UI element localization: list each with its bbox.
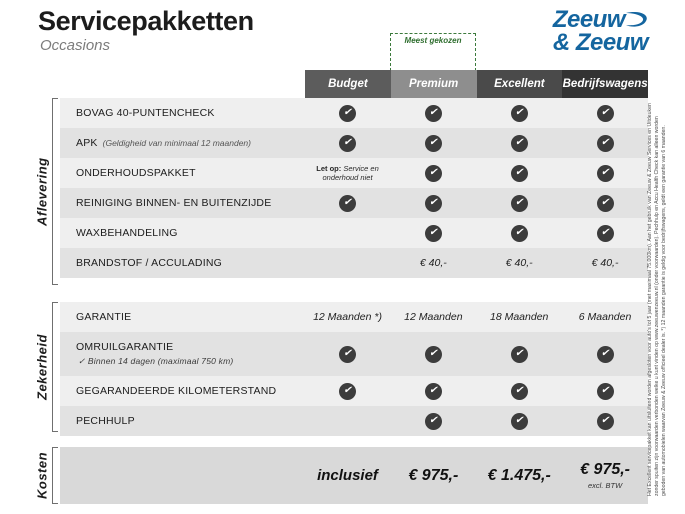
cell-budget: [305, 98, 391, 128]
section-label-aflevering: Aflevering: [34, 157, 50, 226]
section-label-zekerheid: Zekerheid: [34, 334, 50, 400]
section-bracket-zekerheid: [52, 302, 58, 432]
cell-excellent: [476, 376, 562, 406]
column-header-excellent: Excellent: [477, 70, 563, 98]
check-icon: ✔: [339, 195, 356, 212]
logo-line-2: & Zeeuw: [552, 29, 648, 56]
cell-excellent: [476, 158, 562, 188]
table-row: [60, 158, 648, 188]
section-bracket-kosten: [52, 447, 58, 504]
table-row: [60, 376, 648, 406]
cell-excellent: [476, 98, 562, 128]
cell-excellent: € 40,-: [505, 257, 533, 269]
swoosh-icon: [624, 10, 650, 32]
cell-premium: [390, 332, 476, 376]
table-row: [60, 218, 648, 248]
row-label: PECHHULP: [76, 415, 135, 427]
cell-budget: [305, 406, 391, 436]
cell-bedrijfswagens: [562, 218, 648, 248]
cell-excellent: [476, 218, 562, 248]
cell-excellent: [476, 188, 562, 218]
check-icon: ✔: [339, 105, 356, 122]
column-header-premium: Premium: [391, 70, 477, 98]
row-label: ONDERHOUDSPAKKET: [76, 167, 196, 179]
check-icon: ✔: [425, 225, 442, 242]
check-icon: ✔: [597, 413, 614, 430]
cell-excellent: [476, 406, 562, 436]
cell-budget: [305, 188, 391, 218]
note-bold: Let op:: [316, 164, 342, 173]
cell-premium: [390, 376, 476, 406]
cell-bedrijfswagens: 6 Maanden: [578, 311, 632, 323]
cell-budget: [305, 218, 391, 248]
cost-budget: [305, 447, 391, 504]
check-icon: ✔: [597, 105, 614, 122]
page-title: Servicepakketten: [38, 6, 254, 36]
row-label: APK (Geldigheid van minimaal 12 maanden): [76, 137, 251, 149]
cell-premium: [390, 406, 476, 436]
cell-bedrijfswagens: [562, 128, 648, 158]
row-sublabel: ✓ Binnen 14 dagen (maximaal 750 km): [78, 356, 234, 366]
cell-premium: € 40,-: [419, 257, 447, 269]
cost-row: [60, 447, 648, 504]
check-icon: ✔: [425, 346, 442, 363]
check-icon: ✔: [511, 165, 528, 182]
column-header-bedrijfswagens: Bedrijfswagens: [562, 70, 648, 98]
cell-premium: [390, 128, 476, 158]
cell-bedrijfswagens: [562, 376, 648, 406]
cost-premium: [390, 447, 476, 504]
table-row: [60, 332, 648, 376]
cost-bedrijfswagens: [562, 447, 648, 504]
check-icon: ✔: [511, 225, 528, 242]
note-text: Service en onderhoud niet: [322, 164, 379, 182]
table-body: [60, 98, 648, 436]
table-row: [60, 302, 648, 332]
section-label-kosten: Kosten: [34, 451, 50, 500]
cost-bedrijfswagens-value: € 975,-: [580, 461, 630, 478]
check-icon: ✔: [511, 413, 528, 430]
table-row: [60, 406, 648, 436]
cell-premium: [390, 188, 476, 218]
check-icon: ✔: [511, 383, 528, 400]
cost-excellent-value: € 1.475,-: [487, 466, 551, 484]
column-headers: [305, 70, 648, 98]
cell-premium: [390, 218, 476, 248]
check-icon: ✔: [425, 165, 442, 182]
check-icon: ✔: [425, 195, 442, 212]
cell-bedrijfswagens: [562, 188, 648, 218]
row-label: REINIGING BINNEN- EN BUITENZIJDE: [76, 197, 272, 209]
brand-logo: [553, 8, 648, 54]
row-label: BRANDSTOF / ACCULADING: [76, 257, 222, 269]
cell-bedrijfswagens: € 40,-: [591, 257, 619, 269]
row-label: BOVAG 40-PUNTENCHECK: [76, 107, 215, 119]
check-icon: ✔: [425, 383, 442, 400]
cell-excellent: 18 Maanden: [490, 311, 549, 323]
check-icon: ✔: [511, 135, 528, 152]
row-label-note: (Geldigheid van minimaal 12 maanden): [102, 138, 251, 148]
check-icon: ✔: [511, 195, 528, 212]
cell-budget: [305, 376, 391, 406]
column-header-budget: Budget: [305, 70, 391, 98]
check-icon: ✔: [597, 346, 614, 363]
cell-premium: [390, 158, 476, 188]
cell-bedrijfswagens: [562, 406, 648, 436]
check-icon: ✔: [425, 135, 442, 152]
row-label: GARANTIE: [76, 311, 132, 323]
disclaimer-text: Het Excellent servicepakket kan uitsluitend worden afgesloten voor auto's tot 5 jaar (met maximaal 75.000km). Aan het gebruik van Zeeuw & Zeeuw Services en Uitdeuken zonder spuiten zijn voorwaarden verbonden welke u kunt vinden op www.zeeuwenzeeuw.nl (onder voorwaarden). Pechhulp en Accu Health Check kan alleen worden geboden van automobielen waarvan Zeeuw & Zeeuw officieel dealer is. *) 12 maanden garantie is geldig voor bedrijfswagens, geldt een garantie van 6 maanden.: [647, 103, 667, 496]
check-icon: ✔: [339, 346, 356, 363]
row-label: GEGARANDEERDE KILOMETERSTAND: [76, 385, 277, 397]
most-chosen-badge: Meest gekozen: [404, 36, 462, 45]
cell-excellent: [476, 128, 562, 158]
cost-premium-value: € 975,-: [408, 466, 459, 484]
cell-bedrijfswagens: [562, 98, 648, 128]
check-icon: ✔: [511, 105, 528, 122]
check-icon: ✔: [597, 165, 614, 182]
check-icon: ✔: [511, 346, 528, 363]
table-row: [60, 128, 648, 158]
section-bracket-aflevering: [52, 98, 58, 285]
cell-budget: [305, 332, 391, 376]
cost-excellent: [476, 447, 562, 504]
table-row: [60, 248, 648, 278]
row-label: WAXBEHANDELING: [76, 227, 178, 239]
table-row: [60, 98, 648, 128]
cell-budget: [305, 248, 391, 278]
cell-premium: [390, 98, 476, 128]
check-icon: ✔: [597, 225, 614, 242]
budget-warning-note: [305, 164, 391, 182]
cell-budget: [305, 128, 391, 158]
cell-bedrijfswagens: [562, 158, 648, 188]
check-icon: ✔: [425, 413, 442, 430]
logo-line-1: Zeeuw: [552, 6, 625, 33]
cell-bedrijfswagens: [562, 332, 648, 376]
check-icon: ✔: [425, 105, 442, 122]
cell-budget: 12 Maanden *): [313, 311, 382, 323]
section-gap: [60, 278, 648, 302]
cell-excellent: [476, 332, 562, 376]
cell-premium: 12 Maanden: [404, 311, 463, 323]
check-icon: ✔: [597, 195, 614, 212]
page-subtitle: Occasions: [40, 37, 111, 54]
check-icon: ✔: [339, 135, 356, 152]
cost-budget-value: inclusief: [317, 467, 378, 484]
cell-budget: [305, 158, 391, 188]
cost-bedrijfswagens-note: excl. BTW: [588, 481, 623, 490]
check-icon: ✔: [597, 135, 614, 152]
row-label: OMRUILGARANTIE ✓ Binnen 14 dagen (maximaal 750 km): [76, 341, 234, 366]
table-row: [60, 188, 648, 218]
check-icon: ✔: [339, 383, 356, 400]
check-icon: ✔: [597, 383, 614, 400]
page-header: [38, 6, 648, 58]
